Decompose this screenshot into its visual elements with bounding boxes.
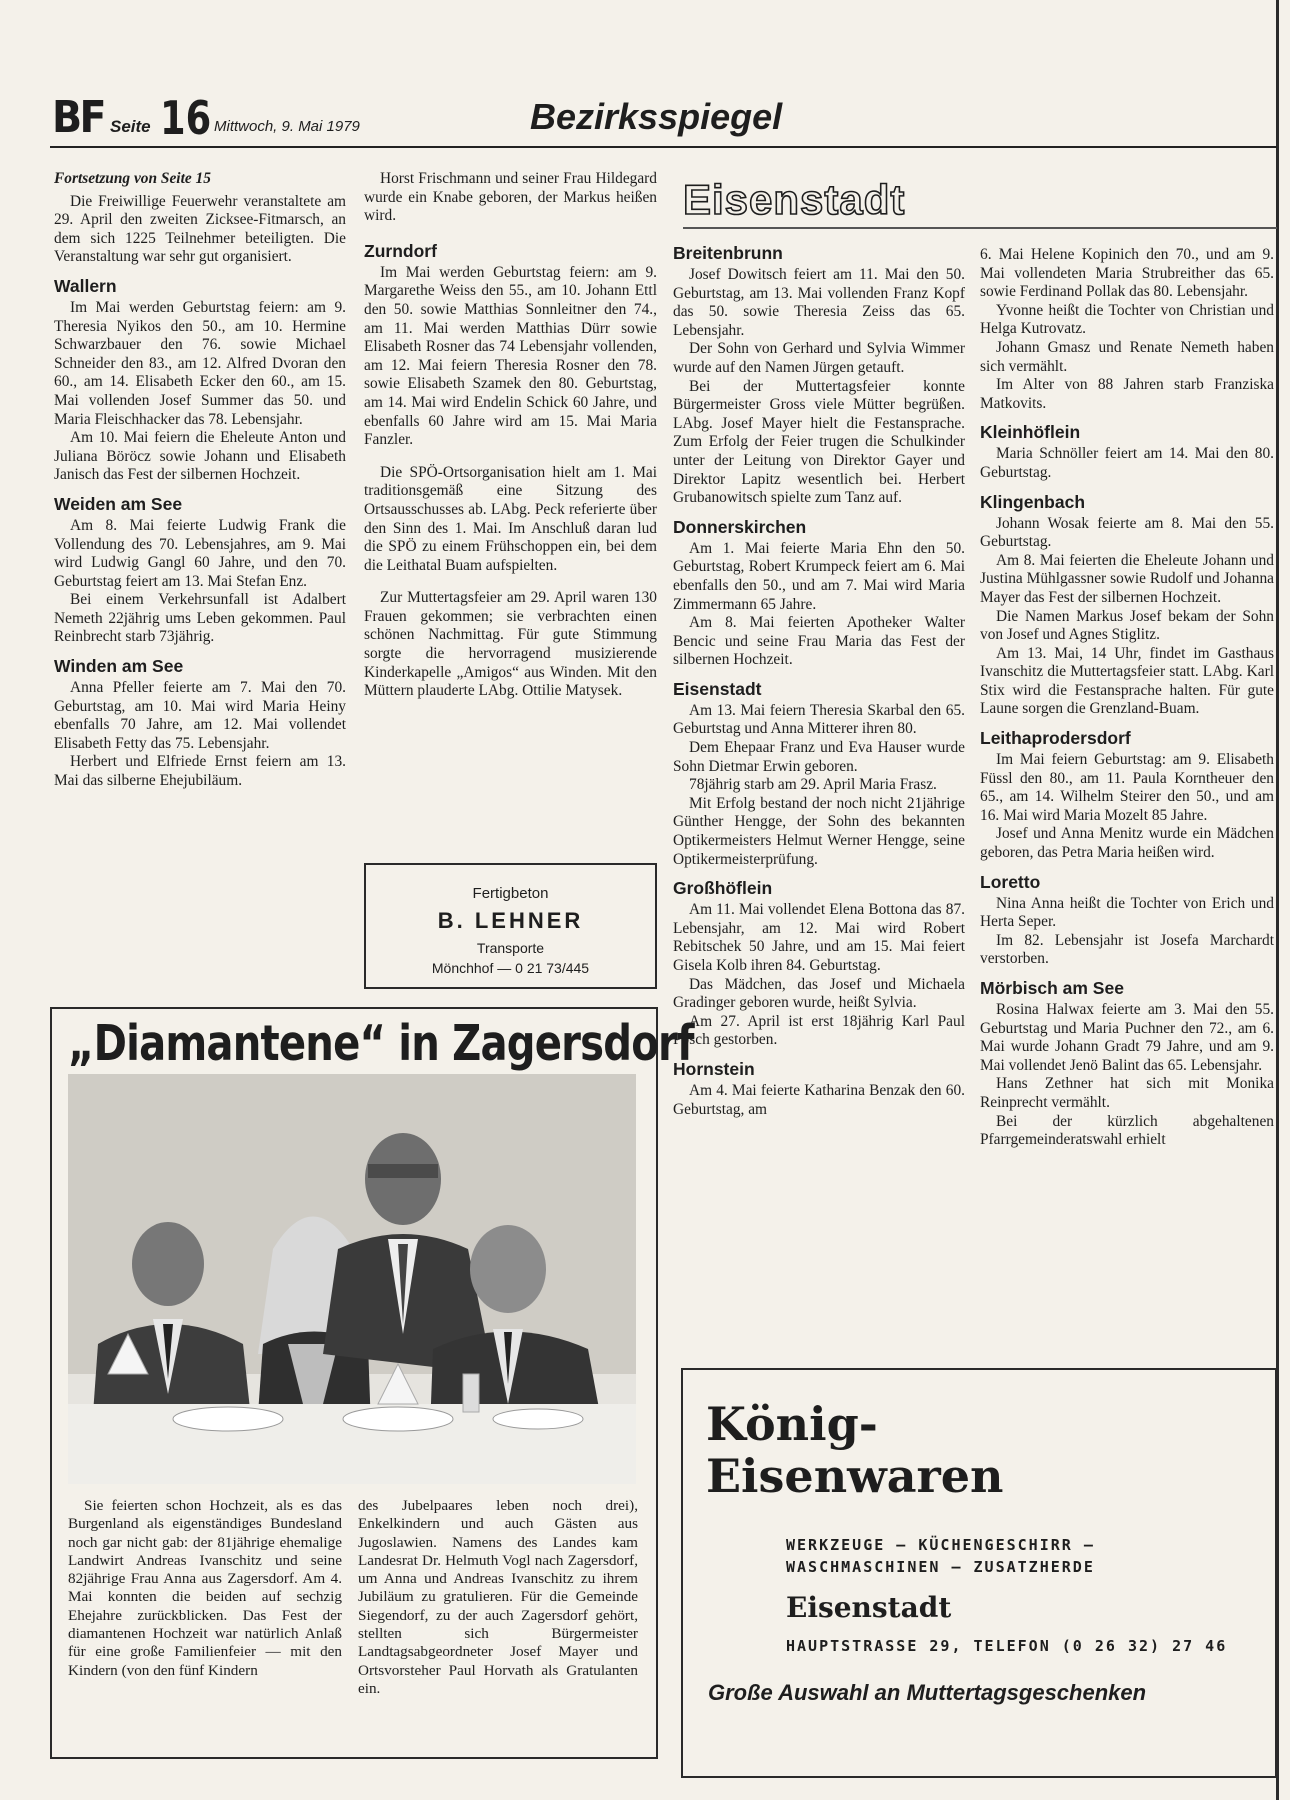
paragraph: Am 13. Mai feiern Theresia Skarbal den 65. Geburtstag und Anna Mitterer ihren 80. xyxy=(673,701,965,738)
paragraph: Horst Frischmann und seiner Frau Hildegard wurde ein Knabe geboren, der Markus heißen wird. xyxy=(364,170,657,225)
paragraph: Am 8. Mai feierte Ludwig Frank die Vollendung des 70. Lebensjahres, am 9. Mai wird Ludwig Gangl 60 Jahre, und den 70. Geburtstag feiert am 13. Mai Stefan Enz. xyxy=(54,516,346,590)
ad-koenig-products-2: WASCHMASCHINEN — ZUSATZHERDE xyxy=(786,1558,1095,1576)
paragraph: Die Freiwillige Feuerwehr veranstaltete am 29. April den zweiten Zicksee-Fitmarsch, an dem sich 1225 Teilnehmer beteiligten. Die Veranstaltung war sehr gut organisiert. xyxy=(54,192,346,266)
paragraph: Johann Gmasz und Renate Nemeth haben sich vermählt. xyxy=(980,338,1274,375)
ad-koenig-title-line1: König- xyxy=(706,1397,878,1451)
page-label: Seite xyxy=(110,117,151,136)
paragraph: 6. Mai Helene Kopinich den 70., und am 9. Mai vollendeten Maria Strubreither das 65. sowie Ferdinand Pollak das 80. Lebensjahr. xyxy=(980,246,1274,301)
photo xyxy=(68,1074,636,1484)
ad-koenig-slogan: Große Auswahl an Muttertagsgeschenken xyxy=(708,1680,1147,1705)
paragraph: Bei der Muttertagsfeier konnte Bürgermeister Gross viele Mütter begrüßen. LAbg. Josef Mayer hielt die Festansprache. Zum Erfolg der Feier trugen die Schulkinder unter der Leitung von Direktor Gayer und Direktor Lapitz wesentlich bei. Herbert Grubanowitsch spielte zum Tanz auf. xyxy=(673,377,965,507)
paragraph: Anna Pfeller feierte am 7. Mai den 70. Geburtstag, am 10. Mai wird Maria Heiny ebenfalls 70 Jahre, am 12. Mai vollendet Elisabeth Fetty das 75. Lebensjahr. xyxy=(54,679,346,752)
paragraph: Johann Wosak feierte am 8. Mai den 55. Geburtstag. xyxy=(980,514,1274,551)
paragraph: Im Mai werden Geburtstag feiern: am 9. Margarethe Weiss den 55., am 10. Johann Ettl den 50. sowie Matthias Sonnleitner den 74., am 11. Mai werden Matthias Dürr sowie Elisabeth Rosner das 74 Lebensjahr vollenden, am 12. Mai feiern Theresia Rosner den 78. sowie Elisabeth Szamek den 80. Geburtstag, am 14. Mai wird Endelin Schick 60 Jahre, und ebenfalls 60 Jahre wird am 15. Mai Maria Fanzler. xyxy=(364,263,657,449)
district-heading-rule xyxy=(683,227,1277,229)
ad-lehner-phone: Mönchhof — 0 21 73/445 xyxy=(431,960,590,976)
heading-kleinhoeflein: Kleinhöflein xyxy=(980,422,1081,443)
header-rule xyxy=(50,146,1277,148)
paragraph: Am 11. Mai vollendet Elena Bottona das 87. Lebensjahr, am 12. Mai wird Robert Rebitschek 50 Jahre, und am 15. Mai feiert Gisela Kolb ihren 84. Geburtstag. xyxy=(673,901,965,974)
paragraph: Am 27. April ist erst 18jährig Karl Paul Posch gestorben. xyxy=(673,1012,965,1049)
ad-lehner-line3: Transporte xyxy=(476,940,545,956)
ad-koenig-products-1: WERKZEUGE — KÜCHENGESCHIRR — xyxy=(786,1536,1095,1554)
ad-lehner-line1: Fertigbeton xyxy=(472,885,549,902)
paragraph: Josef und Anna Menitz wurde ein Mädchen geboren, das Petra Maria heißen wird. xyxy=(980,825,1274,862)
ad-koenig-address: HAUPTSTRASSE 29, TELEFON (0 26 32) 27 46 xyxy=(786,1637,1228,1655)
ad-lehner xyxy=(364,863,657,989)
paragraph: Im Mai werden Geburtstag feiern: am 9. Theresia Nyikos den 50., am 10. Hermine Schwarzbauer den 76. sowie Michael Schneider den 83., am 12. Alfred Dvoran den 60., am 14. Elisabeth Ecker den 60., am 15. Mai vollenden Josef Summer das 50. und Maria Fleischhacker das 78. Lebensjahr. xyxy=(54,298,346,428)
article-column-4 xyxy=(980,246,1274,1150)
article-column-2 xyxy=(364,170,657,701)
district-heading: Eisenstadt xyxy=(683,176,906,223)
paragraph: Josef Dowitsch feiert am 11. Mai den 50. Geburtstag, am 13. Mai vollenden Franz Kopf das 50. sowie Theresia Zeiss das 65. Lebensjahr. xyxy=(673,266,965,339)
paragraph: Die Namen Markus Josef bekam der Sohn von Josef und Agnes Stiglitz. xyxy=(980,607,1274,644)
photo-caption-col1 xyxy=(68,1497,342,1680)
paragraph: Am 13. Mai, 14 Uhr, findet im Gasthaus Ivanschitz die Muttertagsfeier statt. LAbg. Karl Stix wird die Festansprache halten. Für gute Laune sorgen die Grenzland-Buam. xyxy=(980,644,1274,718)
article-column-1 xyxy=(54,170,346,791)
paragraph: Dem Ehepaar Franz und Eva Hauser wurde Sohn Dietmar Erwin geboren. xyxy=(673,739,965,775)
heading-donnerskirchen: Donnerskirchen xyxy=(673,516,807,537)
paragraph: Rosina Halwax feierte am 3. Mai den 55. Geburtstag und Maria Puchner den 72., am 6. Mai wurde Johann Gradt 79 Jahre, und am 9. Mai vollendet Jenö Balint das 65. Lebensjahr. xyxy=(980,1001,1274,1074)
caption-text: Sie feierten schon Hochzeit, als es das Burgenland als eigenständiges Bundesland noch gar nicht gab: der 81jährige ehemalige Landwirt Andreas Ivanschitz und seine 82jährige Frau Anna aus Zagersdorf. Am 4. Mai konnten die beiden auf sechzig Ehejahre zurückblicken. Das Fest der diamantenen Hochzeit war natürlich Anlaß für eine große Familienfeier — mit den Kindern (von den fünf Kindern xyxy=(68,1497,342,1679)
heading-leithaprodersdorf: Leithaprodersdorf xyxy=(980,728,1131,749)
caption-text: des Jubelpaares leben noch drei), Enkelkindern und auch Gästen aus Jugoslawien. Namens des Landes kam Landesrat Dr. Helmuth Vogl nach Zagersdorf, um Anna und Andreas Ivanschitz zu ihrem Jubiläum zu gratulieren. Für die Gemeinde Siegendorf, zu der auch Zagersdorf gehört, stellten sich Bürgermeister Landtagsabgeordneter Josef Mayer und Ortsvorsteher Paul Horvath als Gratulanten ein. xyxy=(358,1497,638,1697)
ad-koenig-title xyxy=(706,1398,1004,1502)
heading-moerbisch: Mörbisch am See xyxy=(980,978,1124,998)
page-number: 16 xyxy=(160,91,212,145)
heading-grosshoeflein: Großhöflein xyxy=(673,878,773,899)
paragraph: Zur Muttertagsfeier am 29. April waren 130 Frauen gekommen; sie verbrachten einen schönen Nachmittag. Für gute Stimmung sorgte die hervorragend musizierende Kinderkapelle „Amigos“ aus Winden. Mit den Müttern plauderte LAbg. Ottilie Matysek. xyxy=(364,589,657,700)
continuation-note: Fortsetzung von Seite 15 xyxy=(54,170,211,187)
paragraph: Maria Schnöller feiert am 14. Mai den 80. Geburtstag. xyxy=(980,445,1274,481)
paragraph: Am 8. Mai feierten Apotheker Walter Bencic und seine Frau Maria das Fest der silbernen Hochzeit. xyxy=(673,614,965,669)
heading-eisenstadt: Eisenstadt xyxy=(673,678,762,699)
paragraph: Hans Zethner hat sich mit Monika Reinprecht vermählt. xyxy=(980,1075,1274,1111)
heading-klingenbach: Klingenbach xyxy=(980,491,1086,512)
heading-loretto: Loretto xyxy=(980,871,1041,892)
heading-breitenbrunn: Breitenbrunn xyxy=(673,243,783,263)
heading-hornstein: Hornstein xyxy=(673,1058,755,1079)
paragraph: Mit Erfolg bestand der noch nicht 21jährige Günther Hengge, der Sohn des bekannten Optikermeisters Helmut Werner Hengge, seine Optikermeisterprüfung. xyxy=(673,794,965,868)
heading-wallern: Wallern xyxy=(54,275,117,296)
heading-weiden: Weiden am See xyxy=(54,493,183,514)
article-column-3 xyxy=(673,242,965,1119)
section-title: Bezirksspiegel xyxy=(530,96,783,137)
paragraph: Im 82. Lebensjahr ist Josefa Marchardt verstorben. xyxy=(980,931,1274,968)
paragraph: 78jährig starb am 29. April Maria Frasz. xyxy=(689,776,937,794)
paragraph: Am 10. Mai feiern die Eheleute Anton und Juliana Böröcz sowie Johann und Elisabeth Janisch das Fest der silbernen Hochzeit. xyxy=(54,429,346,484)
paragraph: Am 4. Mai feierte Katharina Benzak den 60. Geburtstag, am xyxy=(673,1081,965,1118)
paragraph: Am 8. Mai feierten die Eheleute Johann und Justina Mühlgassner sowie Rudolf und Johanna Mayer das Fest der silbernen Hochzeit. xyxy=(980,551,1274,606)
paragraph: Herbert und Elfriede Ernst feiern am 13. Mai das silberne Ehejubiläum. xyxy=(54,753,346,790)
paragraph: Bei der kürzlich abgehaltenen Pfarrgemeinderatswahl erhielt xyxy=(980,1112,1274,1149)
paragraph: Nina Anna heißt die Tochter von Erich und Herta Seper. xyxy=(980,894,1274,931)
paragraph: Die SPÖ-Ortsorganisation hielt am 1. Mai traditionsgemäß eine Sitzung des Ortsausschusses ab. LAbg. Peck referierte über den Sinn des 1. Mai. Im Anschluß daran lud die SPÖ zu einem Frühschoppen ein, bei dem die Leithatal Buam aufspielten. xyxy=(364,463,657,574)
paragraph: Der Sohn von Gerhard und Sylvia Wimmer wurde auf den Namen Jürgen getauft. xyxy=(673,340,965,376)
ad-lehner-name: B. LEHNER xyxy=(437,908,584,933)
ad-koenig-city: Eisenstadt xyxy=(786,1591,952,1624)
heading-zurndorf: Zurndorf xyxy=(364,240,437,261)
photo-illustration xyxy=(68,1074,636,1484)
issue-date: Mittwoch, 9. Mai 1979 xyxy=(214,118,360,135)
photo-caption-col2 xyxy=(358,1497,638,1698)
heading-winden: Winden am See xyxy=(54,656,184,677)
paragraph: Im Alter von 88 Jahren starb Franziska Matkovits. xyxy=(980,376,1274,412)
paragraph: Bei einem Verkehrsunfall ist Adalbert Nemeth 22jährig ums Leben gekommen. Paul Reinbrecht starb 73jährig. xyxy=(54,591,346,646)
paragraph: Yvonne heißt die Tochter von Christian und Helga Kutrovatz. xyxy=(980,301,1274,338)
paragraph: Im Mai feiern Geburtstag: am 9. Elisabeth Füssl den 80., am 11. Paula Korntheuer den 65., am 14. Wilhelm Steirer den 50., und am 16. Mai wird Maria Mozelt 85 Jahre. xyxy=(980,751,1274,824)
paragraph: Das Mädchen, das Josef und Michaela Gradinger geboren wurde, heißt Sylvia. xyxy=(673,975,965,1012)
ad-koenig-title-line2: Eisenwaren xyxy=(706,1449,1004,1503)
paragraph: Am 1. Mai feierte Maria Ehn den 50. Geburtstag, Robert Krumpeck feiert am 6. Mai ebenfalls den 50., und am 7. Mai wird Maria Zimmermann 65 Jahre. xyxy=(673,539,965,613)
feature-title: „Diamantene“ in Zagersdorf xyxy=(68,1015,694,1072)
newspaper-logo: BF xyxy=(52,92,104,143)
